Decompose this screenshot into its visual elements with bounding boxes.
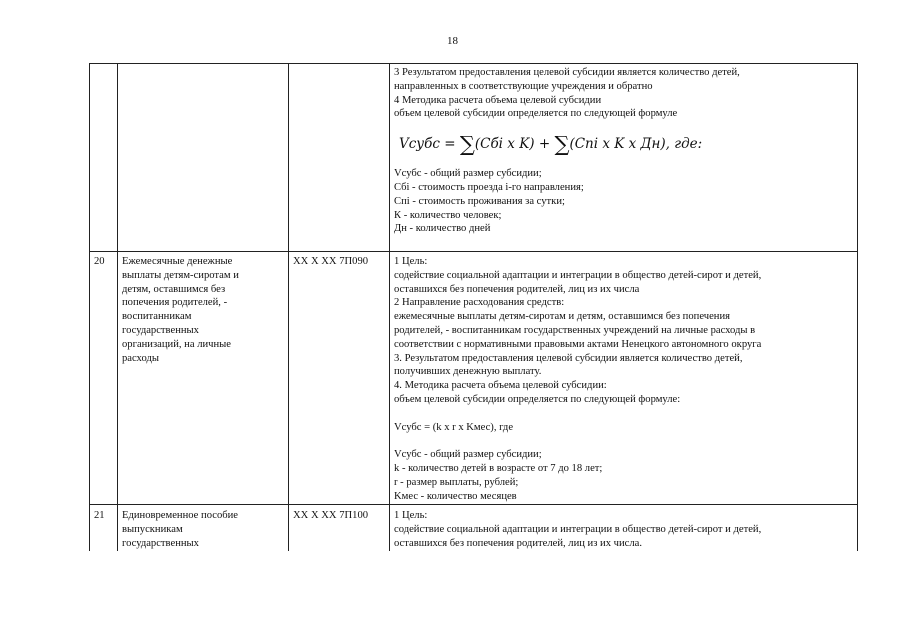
row-name-line: Единовременное пособие: [122, 510, 239, 522]
description-line: ежемесячные выплаты детям-сиротам и детям, оставшимся без попечения: [394, 311, 730, 323]
definition-line: Vсубс - общий размер субсидии;: [394, 168, 542, 180]
row-description-cell: [390, 64, 858, 252]
definition-line: k - количество детей в возрасте от 7 до 18 лет;: [394, 462, 603, 474]
description-line: соответствии с нормативными правовыми актами Ненецкого автономного округа: [394, 338, 762, 350]
row-code-cell: [289, 252, 390, 505]
table-row-20: [90, 252, 858, 505]
row-number: 21: [94, 510, 105, 522]
description-line: родителей, - воспитанникам государственных учреждений на личные расходы в: [394, 324, 756, 336]
row-name-line: государственных: [122, 324, 199, 336]
description-line: направленных в соответствующие учреждения и обратно: [394, 80, 653, 92]
sum-symbol: ∑: [554, 132, 570, 157]
description-line: 3 Результатом предоставления целевой субсидии является количество детей,: [394, 67, 740, 78]
description-line: 2 Направление расходования средств:: [394, 297, 565, 309]
row-name-line: выпускникам: [122, 524, 183, 536]
row-code-cell: [289, 505, 390, 551]
description-line: 4. Методика расчета объема целевой субсидии:: [394, 380, 607, 392]
formula-tail: где:: [674, 136, 703, 153]
table-row-continuation: [90, 64, 858, 252]
row-name-line: воспитанникам: [122, 311, 192, 323]
row-name-line: организаций, на личные: [122, 338, 231, 350]
row-name-cell: [118, 505, 289, 551]
row-name-line: попечения родителей, -: [122, 297, 228, 309]
row-description-cell: [390, 252, 858, 505]
description-line: объем целевой субсидии определяется по следующей формуле:: [394, 393, 681, 405]
row-number-cell: [90, 252, 118, 505]
definition-line: Cбi - стоимость проезда i-го направления;: [394, 181, 584, 193]
row-name-line: Ежемесячные денежные: [122, 256, 233, 267]
description-line: получивших денежную выплату.: [394, 366, 542, 378]
definition-line: Дн - количество дней: [394, 223, 491, 235]
description-line: 4 Методика расчета объема целевой субсидии: [394, 94, 602, 106]
row-number: 20: [94, 256, 105, 267]
description-line: содействие социальной адаптации и интеграции в общество детей-сирот и детей,: [394, 524, 762, 536]
description-line: 3. Результатом предоставления целевой субсидии является количество детей,: [394, 352, 743, 364]
row-name-cell: [118, 252, 289, 505]
budget-code: XX X XX 7П100: [293, 510, 369, 522]
row-number-cell: [90, 505, 118, 551]
definition-line: К - количество человек;: [394, 209, 502, 221]
row-name-cell: [118, 64, 289, 252]
definition-line: Cпi - стоимость проживания за сутки;: [394, 195, 565, 207]
definition-line: Kмес - количество месяцев: [394, 490, 517, 502]
page-number: 18: [447, 35, 458, 47]
row-name-line: расходы: [122, 352, 159, 364]
formula-term: (Cбi x K) +: [474, 136, 551, 153]
subsidy-table: [89, 63, 858, 551]
description-line: содействие социальной адаптации и интеграции в общество детей-сирот и детей,: [394, 269, 762, 281]
row-code-cell: [289, 64, 390, 252]
description-line: оставшихся без попечения родителей, лиц из их числа.: [394, 537, 643, 549]
definition-line: r - размер выплаты, рублей;: [394, 476, 519, 488]
description-line: 1 Цель:: [394, 510, 428, 522]
row-description-cell: [390, 505, 858, 551]
definition-line: Vсубс - общий размер субсидии;: [394, 449, 542, 461]
row-name-line: детям, оставшимся без: [122, 283, 226, 295]
description-line: 1 Цель:: [394, 256, 428, 267]
formula-line: Vсубс = (k x r x Kмес), где: [394, 421, 514, 433]
budget-code: XX X XX 7П090: [293, 256, 369, 267]
row-name-line: государственных: [122, 537, 199, 549]
description-line: объем целевой субсидии определяется по следующей формуле: [394, 108, 678, 120]
row-name-line: выплаты детям-сиротам и: [122, 269, 239, 281]
description-line: оставшихся без попечения родителей, лиц из их числа: [394, 283, 640, 295]
formula-term: (Cпi x K x Дн),: [569, 136, 670, 153]
subsidy-formula: [399, 133, 853, 155]
sum-symbol: ∑: [459, 132, 475, 157]
table-row-21: [90, 505, 858, 551]
formula-lhs: Vсубс =: [399, 136, 456, 153]
row-number-cell: [90, 64, 118, 252]
